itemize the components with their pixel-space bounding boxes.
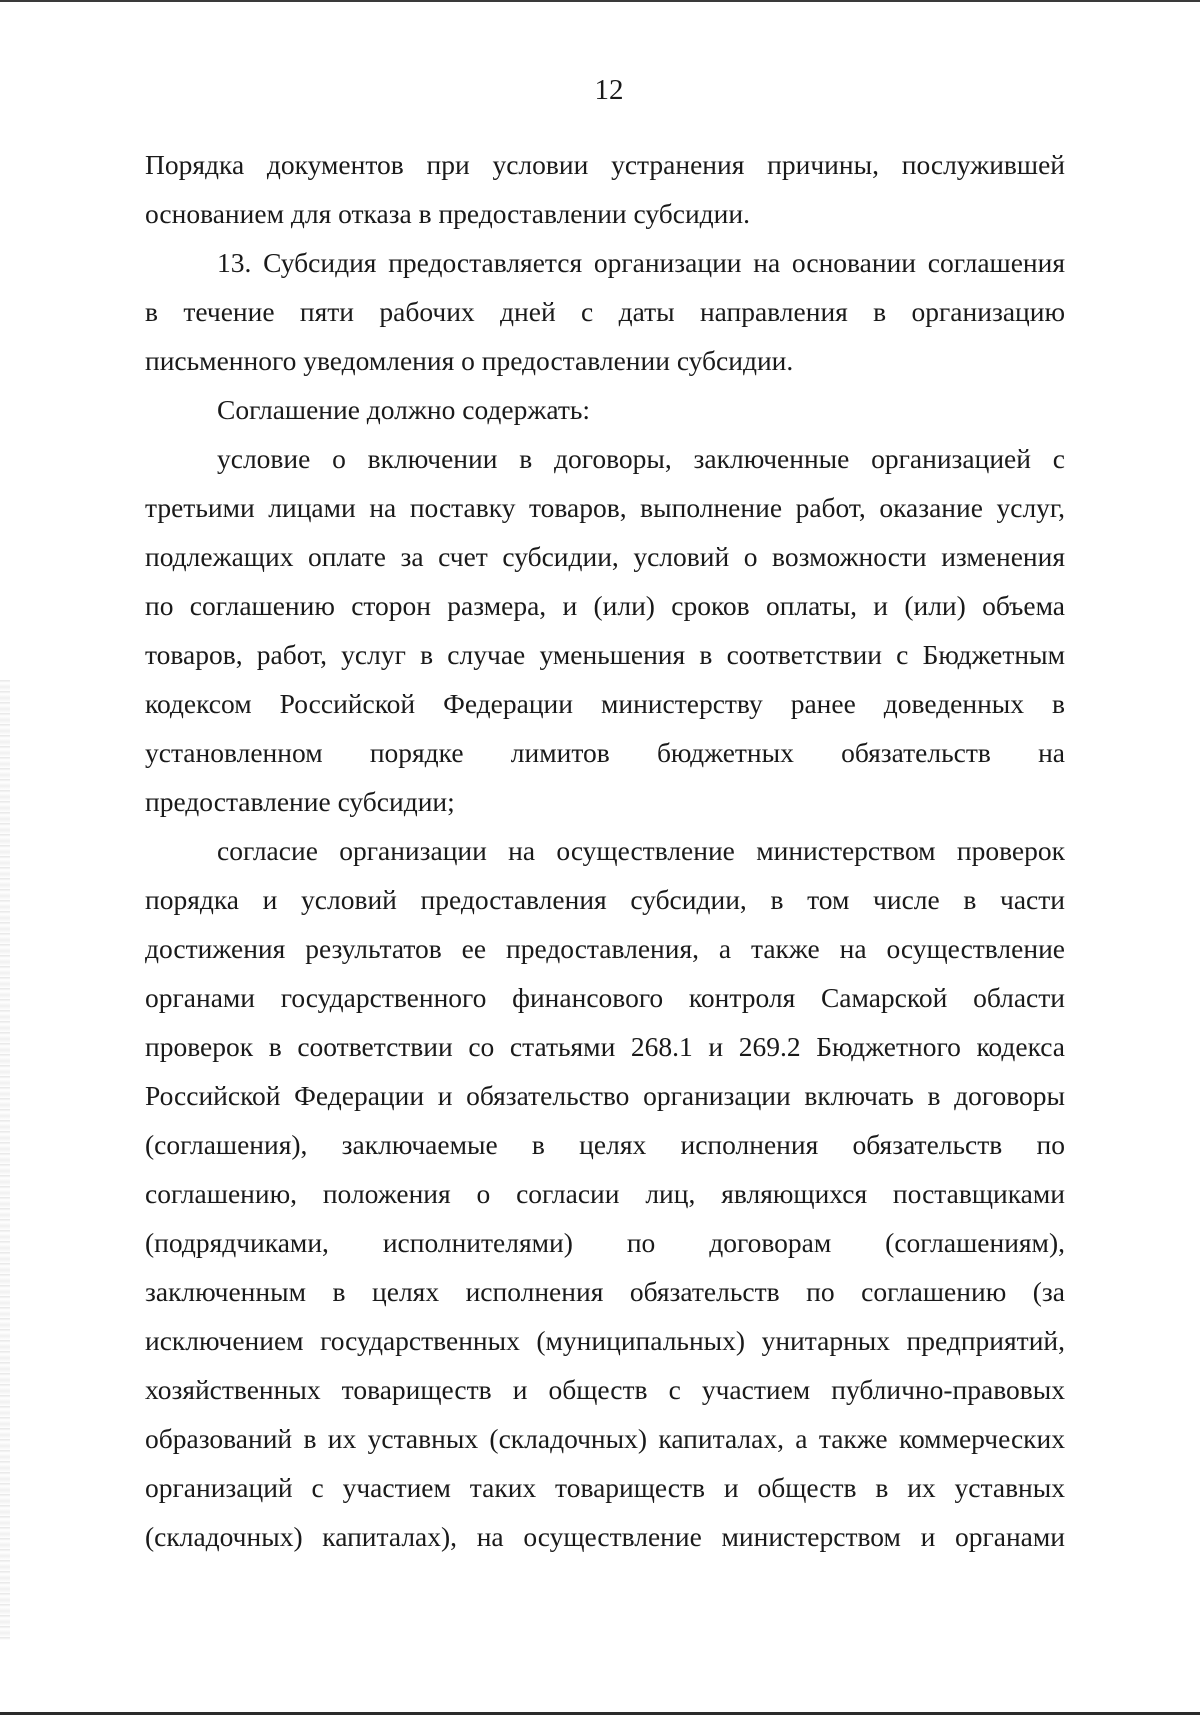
text-line: Соглашение должно содержать: — [217, 394, 591, 425]
text-line: (подрядчиками, исполнителями) по договорам (соглашениям), — [145, 1227, 1065, 1258]
text-line: установленном порядке лимитов бюджетных обязательств на — [145, 737, 1065, 768]
text-line: Российской Федерации и обязательство организации включать в договоры — [145, 1080, 1065, 1111]
text-line: подлежащих оплате за счет субсидии, условий о возможности изменения — [145, 541, 1065, 572]
text-line: в течение пяти рабочих дней с даты направления в организацию — [145, 296, 1065, 327]
text-line: Порядка документов при условии устранения причины, послужившей — [145, 149, 1065, 180]
text-line: хозяйственных товариществ и обществ с участием публично-правовых — [145, 1374, 1065, 1405]
scan-edge-noise — [0, 680, 10, 1640]
document-body — [145, 140, 1065, 1561]
paragraph-item-13 — [145, 238, 1065, 385]
page-number: 12 — [594, 74, 624, 106]
text-line: порядка и условий предоставления субсидии, в том числе в части — [145, 884, 1065, 915]
scan-top-edge — [0, 0, 1200, 2]
text-line: условие о включении в договоры, заключенные организацией с — [217, 443, 1065, 474]
text-line: исключением государственных (муниципальных) унитарных предприятий, — [145, 1325, 1065, 1356]
paragraph-agreement-intro — [145, 385, 1065, 434]
text-line: согласие организации на осуществление министерством проверок — [217, 835, 1065, 866]
text-line: товаров, работ, услуг в случае уменьшения в соответствии с Бюджетным — [145, 639, 1065, 670]
text-line: организаций с участием таких товариществ и обществ в их уставных — [145, 1472, 1065, 1503]
text-line: проверок в соответствии со статьями 268.1 и 269.2 Бюджетного кодекса — [145, 1031, 1065, 1062]
text-line: образований в их уставных (складочных) капиталах, а также коммерческих — [145, 1423, 1065, 1454]
text-line: органами государственного финансового контроля Самарской области — [145, 982, 1065, 1013]
text-line: соглашению, положения о согласии лиц, являющихся поставщиками — [145, 1178, 1065, 1209]
text-line: (складочных) капиталах), на осуществление министерством и органами — [145, 1521, 1065, 1552]
paragraph-continuation — [145, 140, 1065, 238]
text-line: третьими лицами на поставку товаров, выполнение работ, оказание услуг, — [145, 492, 1065, 523]
text-line: основанием для отказа в предоставлении субсидии. — [145, 198, 750, 229]
text-line: достижения результатов ее предоставления, а также на осуществление — [145, 933, 1065, 964]
paragraph-consent — [145, 826, 1065, 1561]
paragraph-contract-condition — [145, 434, 1065, 826]
text-line: (соглашения), заключаемые в целях исполнения обязательств по — [145, 1129, 1065, 1160]
text-line: заключенным в целях исполнения обязательств по соглашению (за — [145, 1276, 1065, 1307]
text-line: кодексом Российской Федерации министерству ранее доведенных в — [145, 688, 1065, 719]
text-line: 13. Субсидия предоставляется организации на основании соглашения — [217, 247, 1065, 278]
text-line: письменного уведомления о предоставлении субсидии. — [145, 345, 794, 376]
text-line: предоставление субсидии; — [145, 786, 455, 817]
text-line: по соглашению сторон размера, и (или) сроков оплаты, и (или) объема — [145, 590, 1065, 621]
